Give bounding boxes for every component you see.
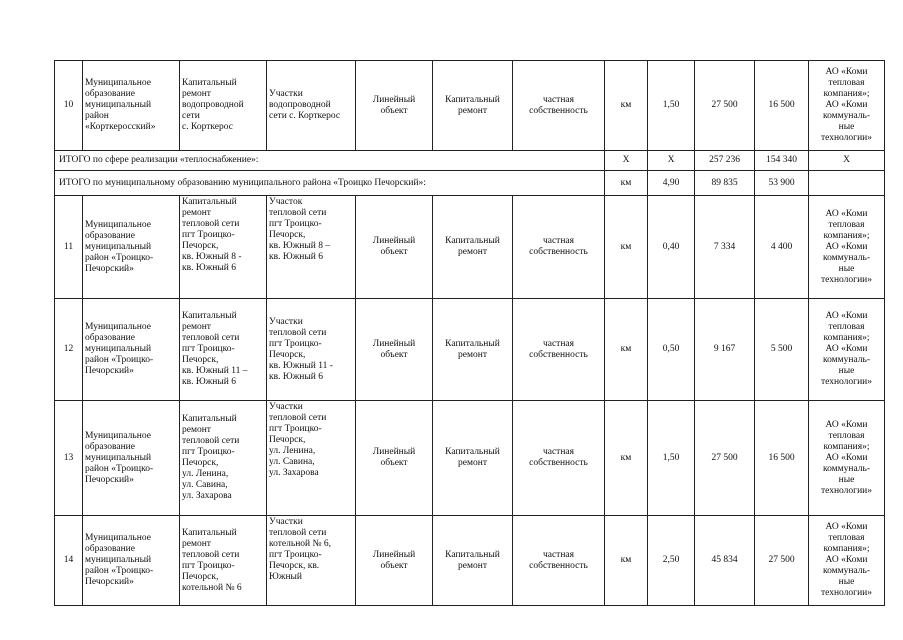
total-municipality-unit: км (605, 171, 648, 196)
object-cell: Участки тепловой сети пгт Троицко- Печорск, ул. Ленина, ул. Савина, ул. Захарова (267, 401, 356, 516)
table-row (55, 299, 885, 401)
activity-cell: Капитальный ремонт тепловой сети пгт Троицко- Печорск, котельной № 6 (180, 516, 267, 606)
table-row (55, 61, 885, 151)
company-cell: АО «Коми тепловая компания»; АО «Коми коммуналь- ные технологии» (809, 299, 885, 401)
ownership-cell: частная собственность (513, 196, 605, 299)
work-type-cell: Капитальный ремонт (433, 299, 513, 401)
municipality-cell: Муниципальное образование муниципальный район «Троицко- Печорский» (83, 196, 180, 299)
object-cell: Участки тепловой сети котельной № 6, пгт Троицко- Печорск, кв. Южный (267, 516, 356, 606)
municipality-cell: Муниципальное образование муниципальный район «Троицко- Печорский» (83, 299, 180, 401)
budget-cell: 16 500 (755, 61, 809, 151)
length-cell: 1,50 (648, 61, 695, 151)
total-municipality-budget: 53 900 (755, 171, 809, 196)
company-cell: АО «Коми тепловая компания»; АО «Коми коммуналь- ные технологии» (809, 61, 885, 151)
ownership-cell: частная собственность (513, 401, 605, 516)
total-sphere-label: ИТОГО по сфере реализации «теплоснабжение»: (55, 151, 605, 171)
work-type-cell: Капитальный ремонт (433, 516, 513, 606)
unit-cell: км (605, 196, 648, 299)
total-sphere-length: Х (648, 151, 695, 171)
budget-cell: 16 500 (755, 401, 809, 516)
total-municipality-length: 4,90 (648, 171, 695, 196)
activity-cell: Капитальный ремонт тепловой сети пгт Троицко- Печорск, кв. Южный 8 - кв. Южный 6 (180, 196, 267, 299)
length-cell: 0,40 (648, 196, 695, 299)
total-municipality-label: ИТОГО по муниципальному образованию муниципального района «Троицко Печорский»: (55, 171, 605, 196)
total-sphere-row (55, 151, 885, 171)
investment-program-table (54, 60, 885, 606)
object-cell: Участки водопроводной сети с. Корткерос (267, 61, 356, 151)
work-type-cell: Капитальный ремонт (433, 61, 513, 151)
total-municipality-cost: 89 835 (695, 171, 755, 196)
budget-cell: 27 500 (755, 516, 809, 606)
ownership-cell: частная собственность (513, 516, 605, 606)
municipality-cell: Муниципальное образование муниципальный район «Троицко- Печорский» (83, 401, 180, 516)
activity-cell: Капитальный ремонт водопроводной сети с. Корткерос (180, 61, 267, 151)
budget-cell: 4 400 (755, 196, 809, 299)
total-municipality-row (55, 171, 885, 196)
company-cell: АО «Коми тепловая компания»; АО «Коми коммуналь- ные технологии» (809, 196, 885, 299)
object-type-cell: Линейный объект (356, 196, 433, 299)
row-number: 12 (55, 299, 83, 401)
total-sphere-cost: 257 236 (695, 151, 755, 171)
unit-cell: км (605, 61, 648, 151)
activity-cell: Капитальный ремонт тепловой сети пгт Троицко- Печорск, ул. Ленина, ул. Савина, ул. Захарова (180, 401, 267, 516)
table-row (55, 401, 885, 516)
object-type-cell: Линейный объект (356, 401, 433, 516)
object-type-cell: Линейный объект (356, 61, 433, 151)
ownership-cell: частная собственность (513, 61, 605, 151)
work-type-cell: Капитальный ремонт (433, 401, 513, 516)
unit-cell: км (605, 401, 648, 516)
total-sphere-company: Х (809, 151, 885, 171)
budget-cell: 5 500 (755, 299, 809, 401)
municipality-cell: Муниципальное образование муниципальный район «Корткеросский» (83, 61, 180, 151)
unit-cell: км (605, 299, 648, 401)
row-number: 13 (55, 401, 83, 516)
cost-cell: 27 500 (695, 61, 755, 151)
table-row (55, 196, 885, 299)
activity-cell: Капитальный ремонт тепловой сети пгт Троицко- Печорск, кв. Южный 11 – кв. Южный 6 (180, 299, 267, 401)
length-cell: 1,50 (648, 401, 695, 516)
length-cell: 2,50 (648, 516, 695, 606)
object-cell: Участок тепловой сети пгт Троицко- Печорск, кв. Южный 8 – кв. Южный 6 (267, 196, 356, 299)
table-row (55, 516, 885, 606)
total-municipality-company (809, 171, 885, 196)
object-type-cell: Линейный объект (356, 516, 433, 606)
municipality-cell: Муниципальное образование муниципальный район «Троицко- Печорский» (83, 516, 180, 606)
cost-cell: 45 834 (695, 516, 755, 606)
company-cell: АО «Коми тепловая компания»; АО «Коми коммуналь- ные технологии» (809, 401, 885, 516)
ownership-cell: частная собственность (513, 299, 605, 401)
row-number: 10 (55, 61, 83, 151)
work-type-cell: Капитальный ремонт (433, 196, 513, 299)
length-cell: 0,50 (648, 299, 695, 401)
total-sphere-unit: Х (605, 151, 648, 171)
row-number: 14 (55, 516, 83, 606)
object-cell: Участки тепловой сети пгт Троицко- Печорск, кв. Южный 11 - кв. Южный 6 (267, 299, 356, 401)
object-type-cell: Линейный объект (356, 299, 433, 401)
row-number: 11 (55, 196, 83, 299)
cost-cell: 7 334 (695, 196, 755, 299)
unit-cell: км (605, 516, 648, 606)
cost-cell: 27 500 (695, 401, 755, 516)
company-cell: АО «Коми тепловая компания»; АО «Коми коммуналь- ные технологии» (809, 516, 885, 606)
total-sphere-budget: 154 340 (755, 151, 809, 171)
cost-cell: 9 167 (695, 299, 755, 401)
